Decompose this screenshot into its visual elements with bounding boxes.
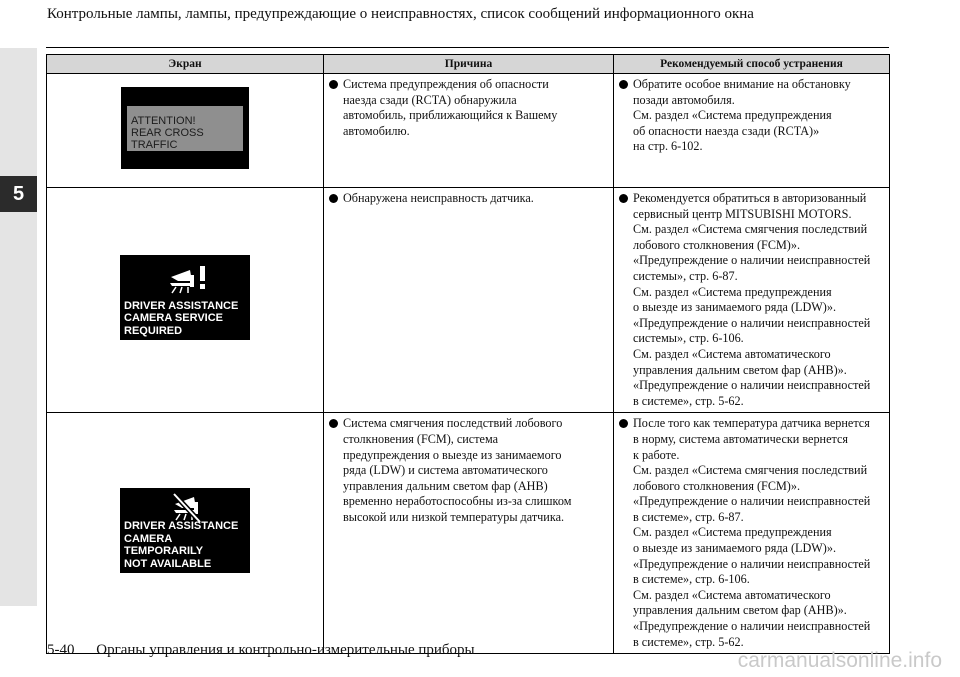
remedy-cell [614,188,890,413]
chapter-side-tab [0,48,37,606]
text-line: автомобиль, приближающийся к Вашему [343,108,558,123]
cause-bullet [329,191,609,207]
text-line: «Предупреждение о наличии неисправностей [633,315,871,330]
chapter-number: 5 [0,176,37,212]
text-line: См. раздел «Система предупреждения [633,108,832,123]
page-header-title: Контрольные лампы, лампы, предупреждающие о неисправностях, список сообщений информационного окна [47,6,754,22]
text-line: предупреждения о выезде из занимаемого [343,447,562,462]
text-line: автомобилю. [343,123,410,138]
text-line: См. раздел «Система смягчения последствий [633,463,868,478]
remedy-cell [614,74,890,188]
table-header-row [47,55,890,74]
display-line: DRIVER ASSISTANCE [124,520,239,533]
text-line: сервисный центр MITSUBISHI MOTORS. [633,206,852,221]
text-line: управления дальним светом фар (AHB)». [633,603,847,618]
text-line: После того как температура датчика вернется [633,416,870,431]
bullet-dot [619,80,628,89]
display-line: ATTENTION! [131,115,196,128]
display-line: REQUIRED [124,324,183,337]
text-line: «Предупреждение о наличии неисправностей [633,253,871,268]
bullet-dot [619,194,628,203]
remedy-bullet [619,416,885,650]
footer-title: Органы управления и контрольно-измерительные приборы [96,642,475,658]
bullet-dot [329,80,338,89]
screen-cell [47,188,324,413]
text-line: Обратите особое внимание на обстановку [633,77,851,91]
header-cause: Причина [324,55,614,74]
text-line: Система смягчения последствий лобового [343,416,563,431]
text-line: к работе. [633,447,680,462]
remedy-bullet [619,191,885,409]
bullet-dot [619,419,628,428]
text-line: Обнаружена неисправность датчика. [343,191,534,205]
display-line: CAMERA TEMPORARILY [124,532,204,558]
text-line: См. раздел «Система предупреждения [633,525,832,540]
text-line: См. раздел «Система смягчения последствий [633,222,868,237]
text-line: «Предупреждение о наличии неисправностей [633,619,871,634]
table-row [47,188,890,413]
text-line: «Предупреждение о наличии неисправностей [633,378,871,393]
text-line: Рекомендуется обратиться в авторизованный [633,191,867,205]
bullet-dot [329,194,338,203]
text-line: наезда сзади (RCTA) обнаружила [343,92,517,107]
display-camera-temporarily-not-available [120,488,250,573]
text-line: См. раздел «Система автоматического [633,587,831,602]
text-line: на стр. 6-102. [633,139,703,154]
display-line: CAMERA SERVICE [124,312,224,325]
cause-bullet [329,77,609,139]
text-line: в системе», стр. 5-62. [633,634,744,649]
cause-cell [324,188,614,413]
text-line: ряда (LDW) и система автоматического [343,463,548,478]
text-line: о выезде из занимаемого ряда (LDW)». [633,300,836,315]
page-footer [47,642,475,659]
header-remedy: Рекомендуемый способ устранения [614,55,890,74]
watermark: carmanualsonline.info [737,649,942,672]
text-line: в системе», стр. 5-62. [633,393,744,408]
text-line: позади автомобиля. [633,92,735,107]
text-line: См. раздел «Система предупреждения [633,284,832,299]
text-line: столкновения (FCM), система [343,431,498,446]
text-line: высокой или низкой температуры датчика. [343,509,565,524]
display-rear-cross-traffic [121,87,249,169]
text-line: См. раздел «Система автоматического [633,346,831,361]
text-line: «Предупреждение о наличии неисправностей [633,556,871,571]
text-line: системы», стр. 6-106. [633,331,744,346]
cause-cell [324,413,614,654]
text-line: лобового столкновения (FCM)». [633,478,800,493]
text-line: Система предупреждения об опасности [343,77,549,91]
display-camera-service-required [120,255,250,340]
message-table [46,54,890,654]
text-line: в системе», стр. 6-106. [633,572,750,587]
table-row [47,74,890,188]
display-message-label [127,106,243,151]
text-line: системы», стр. 6-87. [633,268,738,283]
text-line: «Предупреждение о наличии неисправностей [633,494,871,509]
table-row [47,413,890,654]
remedy-cell [614,413,890,654]
text-line: в системе», стр. 6-87. [633,509,744,524]
display-message-label [124,300,238,338]
text-line: управления дальним светом фар (AHB)». [633,362,847,377]
text-line: временно неработоспособны из-за слишком [343,494,572,509]
text-line: о выезде из занимаемого ряда (LDW)». [633,541,836,556]
cause-cell [324,74,614,188]
screen-cell [47,413,324,654]
text-line: в норму, система автоматически вернется [633,431,848,446]
display-line: REAR CROSS TRAFFIC [131,127,204,152]
header-screen: Экран [47,55,324,74]
text-line: об опасности наезда сзади (RCTA)» [633,123,820,138]
remedy-bullet [619,77,885,155]
cause-bullet [329,416,609,525]
header-divider [46,47,889,48]
text-line: управления дальним светом фар (AHB) [343,478,548,493]
display-message-label [124,520,250,570]
display-line: NOT AVAILABLE [124,557,212,570]
text-line: лобового столкновения (FCM)». [633,237,800,252]
screen-cell [47,74,324,188]
display-line: DRIVER ASSISTANCE [124,299,239,312]
page-number: 5-40 [47,642,75,658]
bullet-dot [329,419,338,428]
